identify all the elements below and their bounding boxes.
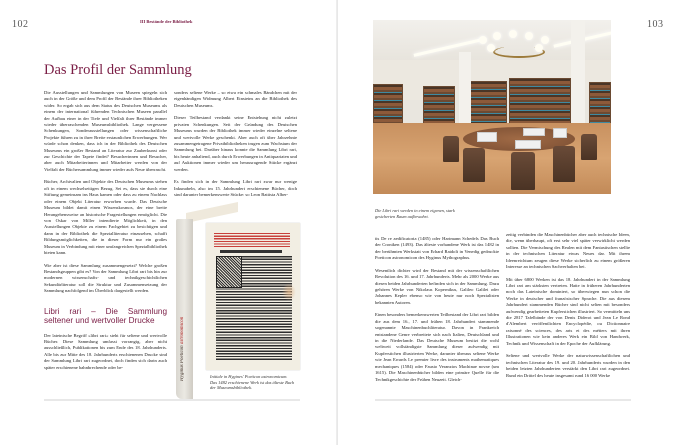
paragraph: zeitig verbinden die Maschinenbücher aber auch technische Ideen, die, wenn überhaupt, oft erst sehr viel später verwirklicht werden sollten. Die Vermischung des Realen mit dem Fantastischen stellte in der technischen Literatur etwas Neues dar. Mit ihrem Ideenreichtum zeugen diese Werke sicherlich zu einem größeren Interesse an technischen Sachverhalten bei. (506, 232, 630, 270)
book-cover (186, 202, 238, 223)
running-head: III Bestände der Bibliothek (140, 19, 193, 24)
chandelier (479, 30, 555, 58)
pillar (459, 52, 471, 126)
bulb (509, 30, 517, 38)
footer-rule-right (375, 399, 631, 401)
bulb (535, 44, 543, 52)
paragraph: Mit über 6800 Werken ist das 18. Jahrhundert in der Sammlung Libri rari am stärksten vertreten. Hatte in früheren Jahrhunderten noch das Lateinische dominiert, so überwiegen nun schon die Werke in deutscher und französischer Sprache. Die aus diesem Jahrhundert stammenden Bücher sind nicht selten mit besonders aufwendig gearbeiteten Kupferstichen illustriert. So vermitteln uns die 2817 Tafelbände der von Denis Diderot und Jean Le Rond d'Alembert veröffentlichten Encyclopédie, ou Dictionnaire raisonné des sciences, des arts et des métiers mit ihren Illustrationen wie kein anderes Werk ein Bild von Handwerk, Technik und Wissenschaft in der Epoche der Aufklärung. (506, 276, 630, 346)
section-title: Das Profil der Sammlung (44, 62, 192, 78)
bookshelf (423, 86, 455, 126)
page-number-left: 102 (12, 19, 29, 30)
book-on-table (523, 128, 545, 136)
right-column-2 (506, 232, 630, 385)
book-page (206, 223, 300, 370)
book-on-table (515, 140, 541, 149)
book-caption: Initiale in Hygines' Poeticon astronomicum. Das 1482 erschienene Werk ist das älteste Buch der Museumsbibliothek. (210, 374, 295, 391)
bookshelf (589, 82, 611, 128)
bookshelf (373, 84, 403, 124)
chair (463, 148, 485, 182)
paragraph: Seltene und wertvolle Werke der naturwissenschaftlichen und technischen Literatur des 19. und 20. Jahrhunderts wurden in den beiden letzten Jahrhunderten verstärkt den Libri rari zugeordnet. Rund ein Drittel des heute insgesamt rund 16 000 Werke (506, 353, 630, 378)
left-column-2 (174, 90, 297, 205)
footer-rule-left (44, 399, 300, 401)
photo-caption: Die Libri rari werden in einem eigenen, stark gesicherten Raum aufbewahrt. (375, 208, 455, 219)
right-column-1 (375, 236, 499, 389)
spine-text: Hyginus Poeticon astronomicon (180, 316, 185, 381)
bulb (479, 36, 487, 44)
paragraph: Einen besonders bemerkenswerten Teilbestand der Libri rari bilden die aus dem 16., 17. und frühen 18. Jahrhundert stammende sogenannte Maschinenbuchliteratur. Davon in Frankreich entstandene Genre verbreitete sich nach Italien, Deutschland und in die Niederlande. Das Deutsche Museum besitzt die wohl weltweit vollständigste Sammlung dieser aufwendig mit Kupferstichen illustrierten Werke, darunter überaus seltene Werke wie Jean Errards Le premier livre des instruments mathematiques mechaniques (1584) oder Fausto Veranzios Machinae novae (um 1615). Die Maschinenbücher bilden eine primäre Quelle für die Technikgeschichte der Frühen Neuzeit. Gleich- (375, 312, 499, 382)
pillar (571, 20, 585, 132)
paragraph: tis De re aedificatoria (1485) oder Hartmann Schedels Das Buch der Croniken (1493). Das älteste vorhandene Werk ist das 1482 in der berühmten Werkstatt von Erhard Ratdolt in Venedig gedruckte Poeticon astronomicon des Hyginus Mythographus. (375, 236, 499, 261)
book-spine (176, 219, 193, 399)
page-number-right: 103 (647, 19, 664, 30)
paragraph: sonders seltene Werke – so etwa ein schmales Bändchen mit der eigenhändigen Widmung Albert Einsteins an die Bibliothek des Deutschen Museums. (174, 90, 297, 108)
paragraph: Wesentlich dichter wird der Bestand mit der wissenschaftlichen Revolution des 16. und 17. Jahrhunderts. Mehr als 2000 Werke aus diesen beiden Jahrhunderten befinden sich in der Sammlung. Dazu gehören Werke von Nikolaus Kopernikus, Galileo Galilei oder Johannes Kepler ebenso wie von heute nur noch Spezialisten bekannten Autoren. (375, 267, 499, 305)
paragraph: Dieser Teilbestand verdankt seine Entstehung nicht zuletzt privaten Schenkungen. Seit der Gründung des Deutschen Museums wurden der Bibliothek immer wieder einzelne seltene und wertvolle Werke geschenkt. Aber auch oft über Jahrzehnte zusammengetragene Privatbibliotheken trugen zum Wachstum der Sammlung bei. Darüber hinaus konnte die Sammlung Libri rari, bis heute anhaltend, auch durch Erwerbungen in Antiquariaten und auf Auktionen immer wieder um herausragende Stücke ergänzt werden. (174, 115, 297, 172)
chair (443, 136, 459, 162)
left-column-1 (44, 90, 167, 377)
reading-room-photo (373, 20, 611, 194)
title-line (220, 250, 282, 253)
paragraph: Bücher, Archivalien und Objekte des Deutschen Museums stehen oft in einem wechselseitigen Bezug. Sei es, dass sie durch eine Stiftung gemeinsam ins Haus kamen oder dass zu einem Nachlass oder einem Objekt Literatur erworben wurde. Das Deutsche Museum bildet damit einen Wissenskosmos, der eine breite Herangehensweise an historische Fragestellungen ermöglicht. Die von Oskar von Miller intendierte Möglichkeit, in den Ausstellungen Objekte zu einem Fachgebiet zu besichtigen und dann in der Bibliothek die Spezialliteratur einzusehen, schafft Bildungsmöglichkeiten, die in dieser Form nur ein großes Museum in Verbindung mit einer umfangreichen Spezialbibliothek bieten kann. (44, 179, 167, 255)
book-on-table (477, 132, 497, 142)
decorated-initial (216, 256, 242, 288)
bookshelf (509, 78, 571, 128)
bulb (493, 32, 501, 40)
book-on-table (553, 128, 567, 138)
subheading-libri-rari: Libri rari – Die Sammlung seltener und wertvoller Drucke (44, 306, 167, 326)
bulb (487, 44, 495, 52)
chair (581, 134, 597, 160)
page-stain (282, 283, 296, 301)
paragraph: Es finden sich in der Sammlung Libri rari zwar nur wenige Inkunabeln, also im 15. Jahrhundert erschienene Bücher, doch sind darunter bemerkenswerte Stücke: so Leon Battista Alber- (174, 179, 297, 198)
chair (511, 152, 535, 190)
red-rubric (214, 233, 290, 247)
paragraph: Wie aber ist diese Sammlung zusammengesetzt? Welche großen Bestandsgruppen gibt es? Von der Sammlung Libri rari bis hin zur modernen wissenschafts- und technikgeschichtlichen Sekundärliteratur soll die Struktur und Zusammensetzung der Sammlung nachfolgend im Überblick dargestellt werden. (44, 262, 167, 294)
paragraph: Die Ausstellungen und Sammlungen von Museen spiegeln sich auch in der Größe und dem Profil der Bestände ihrer Bibliotheken wider. So ergab sich aus dem Status des Deutschen Museums als einem der international führenden Technischen Museen parallel der Aufbau einer in der Tiefe und Vielfalt ihrer Bestände immer wieder überraschenden Museumsbibliothek. Lange vergessene Schenkungen, Sonderausstellungen oder wissenschaftliche Projekte führen zu in ihrer Breite erstaunlichen Erwerbungen. Wer würde schon denken, dass ich in der Bibliothek des Deutschen Museums ein großer Bestand an Literatur zur Zauberkunst oder zur Geschichte der Tapete findet? Besucherinnen und Besucher, aber auch Mitarbeiterinnen und Mitarbeiter werden von der Vielfalt der Büchersammlung immer wieder aufs Neue überrascht. (44, 90, 167, 172)
paragraph: Der lateinische Begriff »libri rari« steht für seltene und wertvolle Bücher. Diese Sammlung umfasst vorrangig, aber nicht ausschließlich, Publikationen bis zum Ende des 18. Jahrhunderts. Alle bis zur Mitte des 18. Jahrhunderts erschienenen Drucke sind der Sammlung Libri rari zugeordnet, doch finden sich darin auch später erschienene bahnbrechende oder be- (44, 332, 167, 370)
bulb (541, 36, 549, 44)
left-page (0, 0, 337, 445)
chair (553, 146, 575, 182)
bulb (525, 32, 533, 40)
